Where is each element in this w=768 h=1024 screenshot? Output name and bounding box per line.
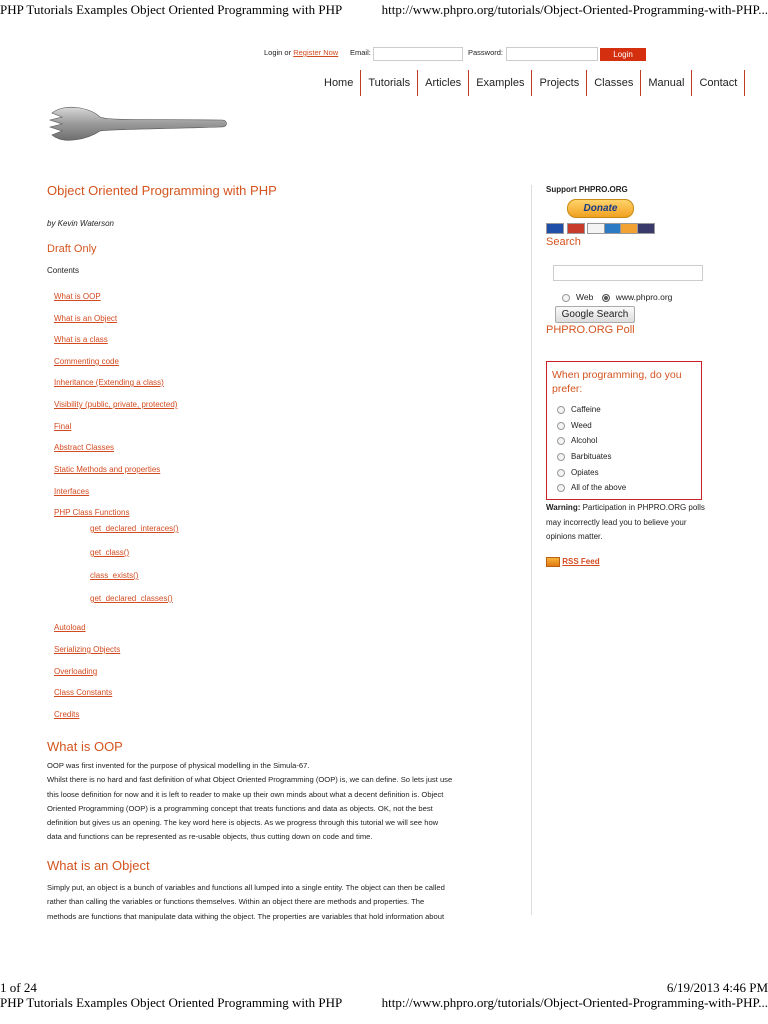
main-nav: [317, 70, 745, 96]
toc-class-exists[interactable]: class_exists(): [90, 571, 139, 580]
draft-heading: Draft Only: [47, 243, 97, 255]
password-field[interactable]: [506, 47, 598, 61]
text-line: OOP was first invented for the purpose of physical modelling in the Simula-67.: [47, 761, 310, 770]
poll-option[interactable]: [557, 452, 611, 461]
poll-option[interactable]: [557, 421, 592, 430]
login-button[interactable]: Login: [600, 48, 646, 61]
toc-commenting-code[interactable]: Commenting code: [54, 357, 119, 366]
email-label: Email:: [350, 48, 371, 57]
radio-web[interactable]: [562, 294, 570, 302]
toc-get-declared-classes[interactable]: get_declared_classes(): [90, 594, 173, 603]
radio-site[interactable]: [602, 294, 610, 302]
print-header-url: http://www.phpro.org/tutorials/Object-Oriented-Programming-with-PHP...: [381, 2, 768, 17]
discover-icon: [620, 223, 638, 234]
login-prompt: [264, 48, 338, 57]
text-line: methods are functions that manipulate data withing the object. The properties are variables that hold information about: [47, 911, 445, 921]
toc-autoload[interactable]: Autoload: [54, 623, 86, 632]
radio-icon[interactable]: [557, 406, 565, 414]
toc-interfaces[interactable]: Interfaces: [54, 487, 90, 496]
print-footer-title: PHP Tutorials Examples Object Oriented Programming with PHP: [0, 995, 343, 1010]
toc-serializing-objects[interactable]: Serializing Objects: [54, 645, 121, 654]
column-divider: [531, 185, 532, 915]
toc-get-declared-interfaces[interactable]: get_declared_interaces(): [90, 524, 179, 533]
toc-class-constants[interactable]: Class Constants: [54, 688, 113, 697]
section-what-is-oop-text: [47, 759, 527, 845]
text-line: Oriented Programming (OOP) is a programming concept that treats functions and data as objects. OK, not the best: [47, 803, 433, 813]
text-line: this loose definition for now and it is left to reader to make up their own minds about what a decent definition is. Object: [47, 789, 444, 799]
toc-abstract-classes[interactable]: Abstract Classes: [54, 443, 115, 452]
poll-option-label: All of the above: [571, 483, 627, 492]
nav-tutorials[interactable]: Tutorials: [361, 70, 418, 96]
poll-box: [546, 361, 702, 500]
toc-what-is-oop[interactable]: What is OOP: [54, 292, 101, 301]
text-line: Whilst there is no hard and fast definition of what Object Oriented Programming (OOP) is, we can define. So lets just use: [47, 775, 453, 785]
poll-question: When programming, do you prefer:: [552, 369, 682, 395]
warning-line: may incorrectly lead you to believe your: [546, 517, 687, 527]
toc-php-class-functions[interactable]: PHP Class Functions: [54, 508, 130, 517]
email-field[interactable]: [373, 47, 463, 61]
section-what-is-oop-title: What is OOP: [47, 739, 123, 754]
spork-logo-icon[interactable]: [44, 103, 230, 147]
contents-label: Contents: [47, 266, 80, 275]
rss-feed[interactable]: [546, 557, 600, 567]
warning-line: Participation in PHPRO.ORG polls: [580, 503, 705, 512]
section-what-is-an-object-text: [47, 881, 527, 924]
poll-option[interactable]: [557, 468, 599, 477]
radio-icon[interactable]: [557, 437, 565, 445]
radio-icon[interactable]: [557, 484, 565, 492]
toc-inheritance[interactable]: Inheritance (Extending a class): [54, 378, 164, 387]
article-author: by Kevin Waterson: [47, 219, 114, 228]
print-footer-url: http://www.phpro.org/tutorials/Object-Oriented-Programming-with-PHP...: [381, 995, 768, 1010]
search-scope: [562, 292, 672, 302]
card-icon: [567, 223, 585, 234]
poll-option-label: Opiates: [571, 468, 599, 477]
toc-what-is-a-class[interactable]: What is a class: [54, 335, 108, 344]
toc-get-class[interactable]: get_class(): [90, 548, 130, 557]
google-search-button[interactable]: Google Search: [555, 306, 635, 323]
radio-icon[interactable]: [557, 453, 565, 461]
print-footer-page: 1 of 24: [0, 980, 37, 995]
text-line: data and functions can be represented as re-usable objects, thus cutting down on code and time.: [47, 832, 373, 842]
warning-line: opinions matter.: [546, 532, 603, 541]
poll-warning: [546, 501, 726, 545]
toc-overloading[interactable]: Overloading: [54, 667, 98, 676]
print-header-title: PHP Tutorials Examples Object Oriented Programming with PHP: [0, 2, 343, 17]
poll-option-label: Alcohol: [571, 436, 598, 445]
toc-credits[interactable]: Credits: [54, 710, 80, 719]
radio-icon[interactable]: [557, 469, 565, 477]
text-line: rather than calling the variables or functions themselves. Within an object there are methods and properties. The: [47, 897, 425, 907]
poll-option-label: Caffeine: [571, 405, 601, 414]
nav-examples[interactable]: Examples: [469, 70, 532, 96]
article-title: Object Oriented Programming with PHP: [47, 183, 277, 198]
visa-icon: [587, 223, 605, 234]
nav-home[interactable]: Home: [317, 70, 361, 96]
warning-label: Warning:: [546, 503, 581, 512]
radio-icon[interactable]: [557, 422, 565, 430]
poll-option[interactable]: [557, 436, 597, 445]
search-heading: Search: [546, 236, 581, 248]
nav-articles[interactable]: Articles: [418, 70, 469, 96]
toc-what-is-an-object[interactable]: What is an Object: [54, 314, 118, 323]
toc-final[interactable]: Final: [54, 422, 72, 431]
radio-site-label: www.phpro.org: [615, 292, 673, 302]
poll-option[interactable]: [557, 405, 601, 414]
login-prefix: Login or: [264, 48, 292, 57]
support-heading: Support PHPRO.ORG: [546, 185, 628, 194]
password-label: Password:: [468, 48, 504, 57]
toc-static-methods[interactable]: Static Methods and properties: [54, 465, 161, 474]
card-icon: [546, 223, 564, 234]
nav-contact[interactable]: Contact: [692, 70, 745, 96]
toc-visibility[interactable]: Visibility (public, private, protected): [54, 400, 178, 409]
poll-heading: PHPRO.ORG Poll: [546, 324, 635, 336]
rss-icon: [546, 557, 560, 567]
poll-option-label: Barbituates: [571, 452, 612, 461]
poll-option[interactable]: [557, 483, 626, 492]
nav-classes[interactable]: Classes: [587, 70, 641, 96]
poll-option-label: Weed: [571, 421, 592, 430]
donate-button[interactable]: Donate: [567, 199, 634, 218]
text-line: definition but gives us an opening. The key word here is objects. As we progress through this tutorial we will see how: [47, 818, 439, 828]
text-line: Simply put, an object is a bunch of variables and functions all lumped into a single entity. The object can then be called: [47, 883, 445, 892]
register-link[interactable]: Register Now: [293, 48, 339, 57]
section-what-is-an-object-title: What is an Object: [47, 858, 150, 873]
search-input[interactable]: [553, 265, 703, 281]
print-footer-datetime: 6/19/2013 4:46 PM: [666, 980, 768, 995]
rss-link[interactable]: RSS Feed: [562, 557, 600, 567]
bank-icon: [637, 223, 655, 234]
nav-manual[interactable]: Manual: [641, 70, 692, 96]
radio-web-label: Web: [576, 292, 594, 302]
nav-projects[interactable]: Projects: [532, 70, 587, 96]
